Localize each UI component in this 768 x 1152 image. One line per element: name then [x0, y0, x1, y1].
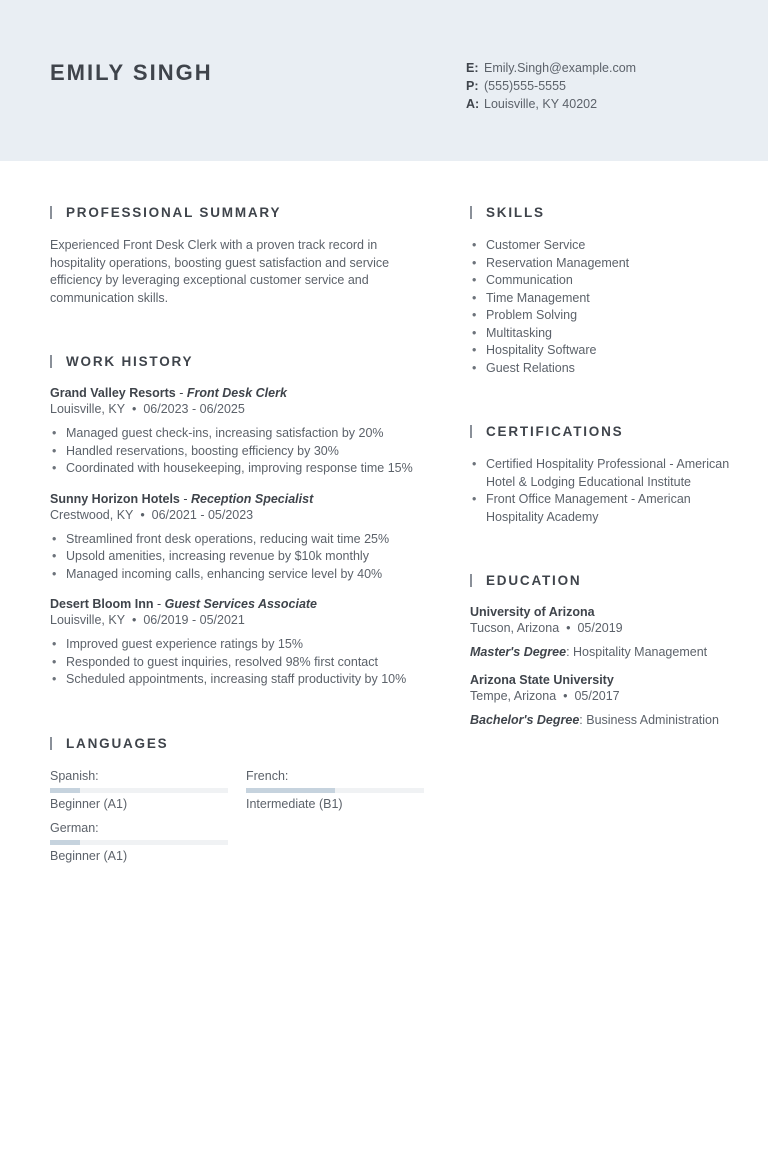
job-title-line: Desert Bloom Inn - Guest Services Associate	[50, 597, 318, 611]
contact-email-value: Emily.Singh@example.com	[484, 61, 637, 75]
job-dates: 06/2019 - 05/2021	[143, 613, 245, 627]
education-date: 05/2019	[577, 621, 623, 635]
certifications-list	[470, 456, 730, 526]
section-bar-icon	[470, 425, 472, 438]
education-heading-text: EDUCATION	[486, 572, 582, 588]
education-location: Tempe, Arizona	[470, 689, 557, 703]
language-name: Spanish:	[50, 768, 99, 783]
skills-list	[470, 237, 730, 377]
section-bar-icon	[50, 355, 52, 368]
job-bullets	[50, 531, 430, 584]
certification-item: • Certified Hospitality Professional - American Hotel & Lodging Educational Institute	[470, 456, 730, 491]
education-degree: Bachelor's Degree	[470, 713, 580, 727]
language-level-bar	[50, 840, 228, 845]
language-level: Beginner (A1)	[50, 848, 128, 863]
education-field: Business Administration	[586, 713, 719, 727]
contact-address-value: Louisville, KY 40202	[484, 97, 598, 111]
skill-item: • Communication	[470, 272, 730, 290]
skills-heading	[470, 203, 730, 221]
job-role: Guest Services Associate	[164, 597, 318, 611]
education-section	[470, 571, 730, 727]
skill-item: • Hospitality Software	[470, 342, 730, 360]
job-bullet: • Improved guest experience ratings by 15%	[50, 636, 430, 654]
job-role: Front Desk Clerk	[186, 386, 287, 400]
work-heading	[50, 352, 430, 370]
language-level-fill	[50, 788, 80, 793]
job-meta: Louisville, KY • 06/2023 - 06/2025	[50, 402, 245, 416]
skill-item: • Guest Relations	[470, 360, 730, 378]
languages-section	[50, 735, 430, 879]
job-meta: Crestwood, KY • 06/2021 - 05/2023	[50, 507, 254, 522]
work-section	[50, 352, 430, 689]
job-role: Reception Specialist	[190, 491, 314, 506]
contact-email	[466, 59, 636, 77]
job-location: Crestwood, KY	[50, 507, 134, 522]
job-bullet: • Coordinated with housekeeping, improving response time 15%	[50, 460, 430, 478]
job-dates: 06/2021 - 05/2023	[151, 507, 254, 522]
contact-email-label: E:	[466, 61, 479, 75]
left-column	[50, 203, 430, 879]
job-title-line: Grand Valley Resorts - Front Desk Clerk	[50, 386, 287, 400]
job-bullet: • Managed incoming calls, enhancing service level by 40%	[50, 566, 430, 584]
certification-item: • Front Office Management - American Hospitality Academy	[470, 491, 730, 526]
education-meta: Tempe, Arizona • 05/2017	[470, 689, 620, 703]
skill-item: • Multitasking	[470, 325, 730, 343]
contact-address	[466, 95, 636, 113]
language-item	[50, 821, 228, 863]
skill-item: • Customer Service	[470, 237, 730, 255]
section-bar-icon	[470, 206, 472, 219]
job-entry	[50, 597, 430, 689]
job-bullet: • Responded to guest inquiries, resolved 98% first contact	[50, 654, 430, 672]
language-item	[50, 769, 228, 811]
education-degree-line: Master's Degree: Hospitality Management	[470, 645, 708, 659]
certifications-heading-text: CERTIFICATIONS	[486, 423, 624, 439]
job-bullet: • Scheduled appointments, increasing staff productivity by 10%	[50, 671, 430, 689]
education-location: Tucson, Arizona	[470, 621, 560, 635]
job-bullets	[50, 425, 430, 478]
language-level-fill	[50, 840, 80, 845]
work-heading-text: WORK HISTORY	[66, 353, 194, 369]
job-bullets	[50, 636, 430, 689]
certifications-section	[470, 422, 730, 526]
skill-item: • Problem Solving	[470, 307, 730, 325]
education-date: 05/2017	[574, 689, 620, 703]
job-location: Louisville, KY	[50, 613, 126, 627]
languages-heading-text: LANGUAGES	[66, 736, 169, 751]
summary-heading-text: PROFESSIONAL SUMMARY	[66, 204, 282, 220]
education-entry	[470, 673, 730, 727]
job-location: Louisville, KY	[50, 402, 126, 416]
language-item	[246, 769, 424, 811]
language-name: German:	[50, 820, 99, 835]
education-degree: Master's Degree	[470, 645, 567, 659]
skills-section	[470, 203, 730, 377]
language-level-bar	[246, 788, 424, 793]
summary-text: Experienced Front Desk Clerk with a proven track record in hospitality operations, boosting guest satisfaction and service efficiency by leveraging exceptional customer service and communication skills.	[50, 238, 390, 305]
education-heading	[470, 571, 730, 589]
contact-phone-value: (555)555-5555	[484, 79, 567, 93]
language-level-bar	[50, 788, 228, 793]
language-level: Beginner (A1)	[50, 796, 128, 811]
education-field: Hospitality Management	[573, 645, 708, 659]
contact-address-label: A:	[466, 97, 480, 111]
job-bullet: • Managed guest check-ins, increasing satisfaction by 20%	[50, 425, 430, 443]
section-bar-icon	[50, 737, 52, 750]
job-title-line: Sunny Horizon Hotels - Reception Specialist	[50, 491, 314, 506]
resume-header	[0, 0, 768, 161]
certifications-heading	[470, 422, 730, 440]
education-school: University of Arizona	[470, 605, 595, 619]
job-bullet: • Handled reservations, boosting efficiency by 30%	[50, 443, 430, 461]
language-level: Intermediate (B1)	[246, 796, 343, 811]
job-entry	[50, 386, 430, 478]
skill-item: • Reservation Management	[470, 255, 730, 273]
languages-heading	[50, 735, 430, 753]
education-meta: Tucson, Arizona • 05/2019	[470, 621, 623, 635]
contact-info	[466, 59, 636, 113]
summary-heading	[50, 203, 430, 221]
right-column	[470, 203, 730, 727]
job-dates: 06/2023 - 06/2025	[143, 402, 245, 416]
section-bar-icon	[470, 574, 472, 587]
contact-phone	[466, 77, 636, 95]
education-degree-line: Bachelor's Degree: Business Administration	[470, 713, 719, 727]
section-bar-icon	[50, 206, 52, 219]
job-entry	[50, 492, 430, 584]
job-bullet: • Streamlined front desk operations, reducing wait time 25%	[50, 531, 430, 549]
candidate-name: EMILY SINGH	[50, 60, 213, 85]
summary-section	[50, 203, 430, 307]
skill-item: • Time Management	[470, 290, 730, 308]
education-entry	[470, 605, 730, 659]
job-meta: Louisville, KY • 06/2019 - 05/2021	[50, 613, 245, 627]
skills-heading-text: SKILLS	[486, 204, 545, 220]
job-bullet: • Upsold amenities, increasing revenue by $10k monthly	[50, 548, 430, 566]
education-school: Arizona State University	[470, 673, 614, 687]
contact-phone-label: P:	[466, 79, 479, 93]
job-company: Sunny Horizon Hotels	[50, 491, 180, 506]
job-company: Grand Valley Resorts	[50, 386, 176, 400]
language-level-fill	[246, 788, 335, 793]
languages-grid	[50, 769, 430, 879]
job-company: Desert Bloom Inn	[50, 597, 154, 611]
language-name: French:	[246, 768, 289, 783]
